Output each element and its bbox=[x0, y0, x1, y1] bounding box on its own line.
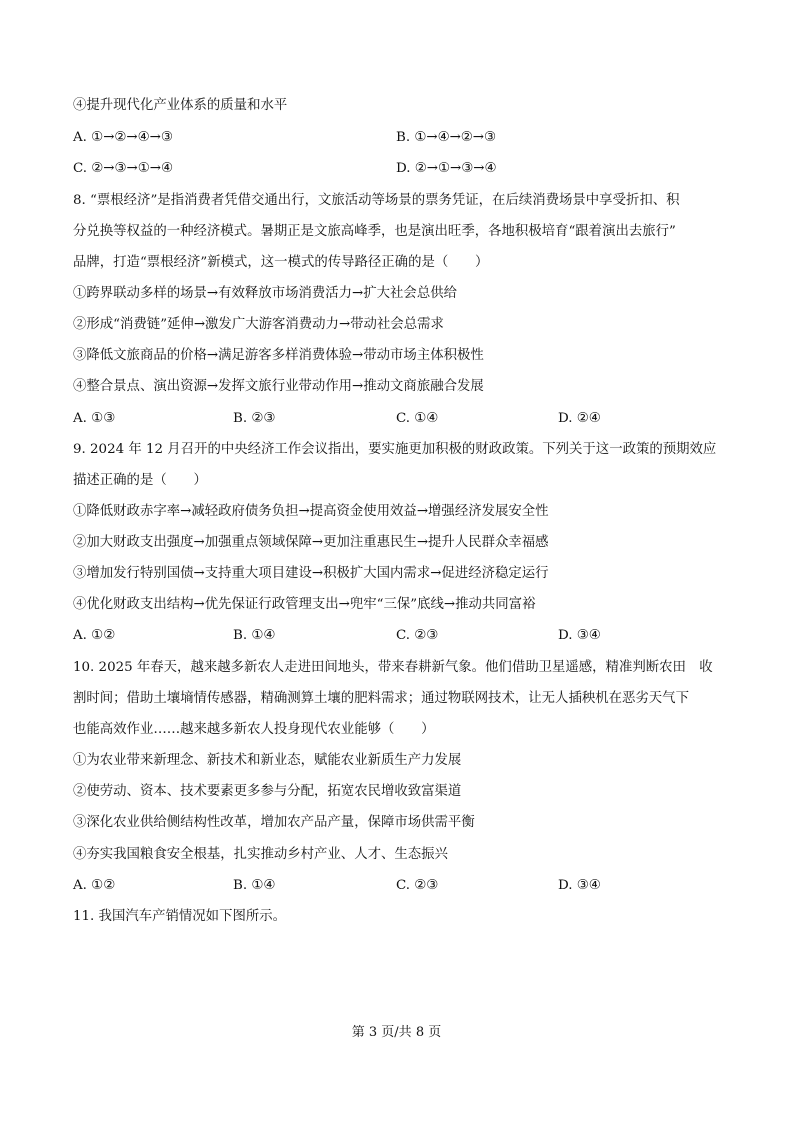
q9-option-b: B. ①④ bbox=[233, 628, 276, 643]
q7-option-a: A. ①→②→④→③ bbox=[73, 130, 173, 145]
q7-option-d: D. ②→①→③→④ bbox=[396, 161, 497, 176]
q10-item-2: ②使劳动、资本、技术要素更多参与分配，拓宽农民增收致富渠道 bbox=[73, 784, 462, 799]
q8-option-c: C. ①④ bbox=[396, 411, 439, 426]
q8-item-4: ④整合景点、演出资源→发挥文旅行业带动作用→推动文商旅融合发展 bbox=[73, 379, 484, 394]
q11-stem: 11. 我国汽车产销情况如下图所示。 bbox=[73, 909, 287, 924]
q10-option-a: A. ①② bbox=[73, 878, 116, 893]
q8-option-a: A. ①③ bbox=[73, 411, 116, 426]
q10-stem-line-1: 10. 2025 年春天，越来越多新农人走进田间地头，带来春耕新气象。他们借助卫星遥感，精准判断农田 收 bbox=[73, 660, 713, 675]
q9-item-1: ①降低财政赤字率→减轻政府债务负担→提高资金使用效益→增强经济发展安全性 bbox=[73, 504, 549, 519]
q9-item-2: ②加大财政支出强度→加强重点领域保障→更加注重惠民生→提升人民群众幸福感 bbox=[73, 535, 549, 550]
q7-option-c: C. ②→③→①→④ bbox=[73, 161, 173, 176]
q10-item-4: ④夯实我国粮食安全根基，扎实推动乡村产业、人才、生态振兴 bbox=[73, 847, 448, 862]
q8-item-1: ①跨界联动多样的场景→有效释放市场消费活力→扩大社会总供给 bbox=[73, 286, 457, 301]
q7-option-b: B. ①→④→②→③ bbox=[396, 130, 497, 145]
q9-option-a: A. ①② bbox=[73, 628, 116, 643]
q8-item-3: ③降低文旅商品的价格→满足游客多样消费体验→带动市场主体积极性 bbox=[73, 348, 484, 363]
q10-item-1: ①为农业带来新理念、新技术和新业态，赋能农业新质生产力发展 bbox=[73, 753, 462, 768]
q8-stem-line-1: 8. “票根经济”是指消费者凭借交通出行，文旅活动等场景的票务凭证，在后续消费场景中享受折扣、积 bbox=[73, 193, 680, 208]
q10-option-d: D. ③④ bbox=[558, 878, 601, 893]
q9-item-4: ④优化财政支出结构→优先保证行政管理支出→兜牢“三保”底线→推动共同富裕 bbox=[73, 597, 536, 612]
q10-item-3: ③深化农业供给侧结构性改革，增加农产品产量，保障市场供需平衡 bbox=[73, 815, 475, 830]
q9-item-3: ③增加发行特别国债→支持重大项目建设→积极扩大国内需求→促进经济稳定运行 bbox=[73, 566, 549, 581]
page-footer: 第 3 页/共 8 页 bbox=[351, 1025, 442, 1040]
q9-stem-line-1: 9. 2024 年 12 月召开的中央经济工作会议指出，要实施更加积极的财政政策。下列关于这一政策的预期效应 bbox=[73, 442, 717, 457]
q10-option-c: C. ②③ bbox=[396, 878, 439, 893]
q9-option-d: D. ③④ bbox=[558, 628, 601, 643]
q8-stem-line-3: 品牌，打造“票根经济”新模式，这一模式的传导路径正确的是（ ） bbox=[73, 255, 489, 270]
q8-item-2: ②形成“消费链”延伸→激发广大游客消费动力→带动社会总需求 bbox=[73, 317, 444, 332]
q10-option-b: B. ①④ bbox=[233, 878, 276, 893]
q8-option-b: B. ②③ bbox=[233, 411, 276, 426]
q9-option-c: C. ②③ bbox=[396, 628, 439, 643]
q8-stem-line-2: 分兑换等权益的一种经济模式。暑期正是文旅高峰季，也是演出旺季，各地积极培育“跟着演出去旅行” bbox=[73, 224, 676, 239]
q7-item-4: ④提升现代化产业体系的质量和水平 bbox=[73, 98, 288, 113]
q10-stem-line-3: 也能高效作业……越来越多新农人投身现代农业能够（ ） bbox=[73, 722, 435, 737]
q10-stem-line-2: 割时间；借助土壤墒情传感器，精确测算土壤的肥料需求；通过物联网技术，让无人插秧机在恶劣天气下 bbox=[73, 691, 689, 706]
q8-option-d: D. ②④ bbox=[558, 411, 601, 426]
q9-stem-line-2: 描述正确的是（ ） bbox=[73, 473, 207, 488]
